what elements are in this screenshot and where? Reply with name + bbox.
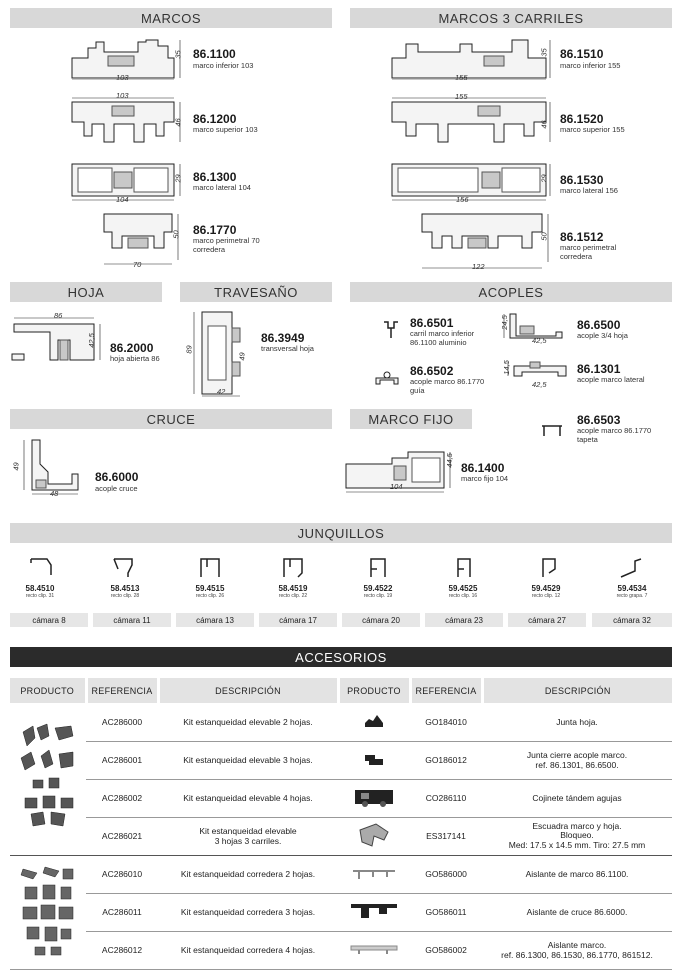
junquillo-code: 58.4519 <box>278 584 308 593</box>
desc-cell: Kit estanqueidad elevable 2 hojas. <box>158 703 338 741</box>
dim-86-6500-width: 42,5 <box>532 336 547 345</box>
profile-code-86-1530: 86.1530 <box>560 173 604 187</box>
profile-86-1530-drawing <box>388 160 554 204</box>
ref-cell: GO586000 <box>410 855 482 893</box>
ref-cell: GO184010 <box>410 703 482 741</box>
col-referencia-2: REFERENCIA <box>410 678 482 703</box>
junquillo-item <box>175 555 245 599</box>
dim-86-1512-height: 50 <box>539 232 549 241</box>
dim-86-2000-width: 86 <box>54 311 63 320</box>
camara-label: cámara 32 <box>592 613 672 627</box>
profile-desc-86-6500: acople 3/4 hoja <box>577 331 628 340</box>
profile-code-86-1512: 86.1512 <box>560 230 604 244</box>
profile-code-86-3949: 86.3949 <box>261 331 305 345</box>
cojinete-icon <box>351 784 397 810</box>
junquillo-code: 59.4529 <box>531 584 561 593</box>
profile-code-86-1200: 86.1200 <box>193 112 237 126</box>
dim-86-1200-width: 103 <box>116 91 129 100</box>
profile-desc-86-6503: acople marco 86.1770 tapeta <box>577 426 652 444</box>
desc-cell: Kit estanqueidad corredera 2 hojas. <box>158 855 338 893</box>
junquillo-desc: recto clip. 12 <box>531 593 561 599</box>
junquillo-code: 59.4522 <box>363 584 393 593</box>
profile-86-1200-drawing <box>68 92 186 148</box>
dim-86-1200-height: 46 <box>173 118 183 127</box>
table-row <box>10 855 672 893</box>
profile-code-86-2000: 86.2000 <box>110 341 154 355</box>
ref-cell: GO186012 <box>410 741 482 779</box>
junquillo-code: 58.4510 <box>25 584 55 593</box>
product-icon-cell <box>338 703 410 741</box>
desc-cell: Kit estanqueidad elevable 3 hojas 3 carriles. <box>158 817 338 855</box>
junquillo-code: 59.4525 <box>448 584 478 593</box>
profile-code-86-6502: 86.6502 <box>410 364 454 378</box>
junquillo-item <box>258 555 328 599</box>
profile-desc-86-1770: marco perimetral 70 corredera <box>193 236 260 254</box>
product-icon-cell <box>338 931 410 969</box>
dim-86-1520-height: 46 <box>539 120 549 129</box>
profile-desc-86-1530: marco lateral 156 <box>560 186 618 195</box>
ref-cell: AC286010 <box>86 855 158 893</box>
ref-cell: AC286002 <box>86 779 158 817</box>
dim-86-1100-height: 35 <box>173 50 183 59</box>
profile-desc-86-1400: marco fijo 104 <box>461 474 509 483</box>
junquillo-profile-icon <box>363 555 393 579</box>
table-row <box>10 817 672 855</box>
profile-desc-86-1200: marco superior 103 <box>193 125 258 134</box>
camara-label: cámara 27 <box>508 613 586 627</box>
junquillo-desc: recto grapa. 7 <box>616 593 648 599</box>
section-marcos: MARCOS <box>10 8 332 28</box>
profile-86-6503-drawing <box>538 422 566 440</box>
junquillo-desc: recto clip. 22 <box>278 593 308 599</box>
kit-corredera-parts-icon <box>15 861 81 961</box>
dim-86-3949-height-inner: 49 <box>237 352 247 361</box>
junquillo-desc: recto clip. 16 <box>448 593 478 599</box>
dim-86-1400-height: 44,5 <box>444 453 454 468</box>
profile-desc-86-1512: marco perimetral corredera <box>560 243 617 261</box>
col-producto: PRODUCTO <box>10 678 86 703</box>
aislante-marco-2-icon <box>347 940 401 958</box>
col-descripcion: DESCRIPCIÓN <box>158 678 338 703</box>
profile-code-86-1770: 86.1770 <box>193 223 237 237</box>
ref-cell: AC286012 <box>86 931 158 969</box>
camara-label: cámara 8 <box>10 613 88 627</box>
camara-label: cámara 13 <box>176 613 254 627</box>
dim-86-1300-height: 29 <box>173 174 183 183</box>
junquillo-profile-icon <box>278 555 308 579</box>
junquillo-item <box>90 555 160 599</box>
profile-desc-86-6000: acople cruce <box>95 484 138 493</box>
profile-code-86-1301: 86.1301 <box>577 362 621 376</box>
junquillo-desc: recto clip. 28 <box>110 593 140 599</box>
desc-cell: Kit estanqueidad elevable 3 hojas. <box>158 741 338 779</box>
ref-cell: AC286000 <box>86 703 158 741</box>
dim-86-6500-height: 24,5 <box>499 315 509 330</box>
desc-cell: Escuadra marco y hoja. Bloqueo. Med: 17.5 x 14.5 mm. Tiro: 27.5 mm <box>482 817 672 855</box>
profile-desc-86-1301: acople marco lateral <box>577 375 645 384</box>
profile-code-86-6501: 86.6501 <box>410 316 454 330</box>
table-row <box>10 893 672 931</box>
profile-desc-86-1520: marco superior 155 <box>560 125 625 134</box>
ref-cell: GO586002 <box>410 931 482 969</box>
ref-cell: AC286001 <box>86 741 158 779</box>
desc-cell: Aislante de marco 86.1100. <box>482 855 672 893</box>
section-acoples: ACOPLES <box>350 282 672 302</box>
escuadra-icon <box>354 820 394 850</box>
profile-86-6501-drawing <box>380 318 402 340</box>
camara-label: cámara 23 <box>425 613 503 627</box>
junquillo-profile-icon <box>617 555 647 579</box>
table-row <box>10 931 672 969</box>
dim-86-1301-width: 42,5 <box>532 380 547 389</box>
ref-cell: GO586011 <box>410 893 482 931</box>
ref-cell: CO286110 <box>410 779 482 817</box>
dim-86-3949-height: 89 <box>184 345 194 354</box>
profile-desc-86-1510: marco inferior 155 <box>560 61 621 70</box>
table-header-row <box>10 678 672 703</box>
profile-code-86-1300: 86.1300 <box>193 170 237 184</box>
desc-cell: Junta cierre acople marco. ref. 86.1301, 86.6500. <box>482 741 672 779</box>
table-row <box>10 779 672 817</box>
desc-cell: Aislante marco. ref. 86.1300, 86.1530, 86.1770, 861512. <box>482 931 672 969</box>
dim-86-1512-width: 122 <box>472 262 485 271</box>
section-cruce: CRUCE <box>10 409 332 429</box>
section-travesano: TRAVESAÑO <box>180 282 332 302</box>
profile-desc-86-3949: transversal hoja <box>261 344 314 353</box>
product-icon-cell <box>338 893 410 931</box>
col-descripcion-2: DESCRIPCIÓN <box>482 678 672 703</box>
ref-cell: ES317141 <box>410 817 482 855</box>
junquillo-profile-icon <box>448 555 478 579</box>
profile-86-6502-drawing <box>372 370 402 390</box>
desc-cell: Junta hoja. <box>482 703 672 741</box>
junquillo-desc: recto clip. 26 <box>195 593 225 599</box>
profile-desc-86-1100: marco inferior 103 <box>193 61 254 70</box>
dim-86-1510-height: 35 <box>539 48 549 57</box>
dim-86-1300-width: 104 <box>116 195 129 204</box>
junquillo-profile-icon <box>195 555 225 579</box>
ref-cell: AC286021 <box>86 817 158 855</box>
junquillo-profile-icon <box>110 555 140 579</box>
profile-86-1510-drawing <box>388 36 554 80</box>
dim-86-1520-width: 155 <box>455 92 468 101</box>
junquillo-profile-icon <box>25 555 55 579</box>
table-row <box>10 703 672 741</box>
dim-86-1770-width: 70 <box>133 260 142 269</box>
junquillo-item <box>5 555 75 599</box>
section-accesorios: ACCESORIOS <box>10 647 672 667</box>
profile-code-86-1520: 86.1520 <box>560 112 604 126</box>
desc-cell: Cojinete tándem agujas <box>482 779 672 817</box>
aislante-marco-icon <box>349 863 399 883</box>
junquillo-item <box>597 555 667 599</box>
kit-elevable-image <box>10 703 86 855</box>
profile-desc-86-6501: carril marco inferior 86.1100 aluminio <box>410 329 475 347</box>
dim-86-6000-height: 49 <box>11 462 21 471</box>
dim-86-1530-height: 29 <box>539 174 549 183</box>
section-junquillos: JUNQUILLOS <box>10 523 672 543</box>
junquillo-item <box>428 555 498 599</box>
camara-label: cámara 17 <box>259 613 337 627</box>
product-icon-cell <box>338 817 410 855</box>
junquillo-code: 59.4515 <box>195 584 225 593</box>
dim-86-2000-height: 42,5 <box>86 333 96 348</box>
junta-hoja-icon <box>361 711 387 731</box>
junquillo-item <box>343 555 413 599</box>
profile-code-86-6503: 86.6503 <box>577 413 621 427</box>
dim-86-1530-width: 156 <box>456 195 469 204</box>
camara-label: cámara 11 <box>93 613 171 627</box>
junta-cierre-icon <box>361 749 387 769</box>
product-icon-cell <box>338 741 410 779</box>
kit-parts-icon <box>15 718 81 838</box>
junquillo-code: 58.4513 <box>110 584 140 593</box>
profile-desc-86-1300: marco lateral 104 <box>193 183 251 192</box>
profile-code-86-6000: 86.6000 <box>95 470 139 484</box>
junquillo-desc: recto clip. 31 <box>25 593 55 599</box>
section-marco-fijo: MARCO FIJO <box>350 409 472 429</box>
dim-86-1100-width: 103 <box>116 73 129 82</box>
dim-86-1301-height: 14,5 <box>501 360 511 375</box>
profile-desc-86-2000: hoja abierta 86 <box>110 354 160 363</box>
desc-cell: Kit estanqueidad corredera 3 hojas. <box>158 893 338 931</box>
junquillo-item <box>511 555 581 599</box>
dim-86-1400-width: 104 <box>390 482 403 491</box>
junquillo-code: 59.4534 <box>617 584 647 593</box>
accesorios-table <box>10 678 672 970</box>
col-producto-2: PRODUCTO <box>338 678 410 703</box>
desc-cell: Kit estanqueidad corredera 4 hojas. <box>158 931 338 969</box>
dim-86-1510-width: 155 <box>455 73 468 82</box>
junquillo-desc: recto clip. 19 <box>363 593 393 599</box>
dim-86-6000-width: 48 <box>50 489 59 498</box>
desc-cell: Kit estanqueidad elevable 4 hojas. <box>158 779 338 817</box>
profile-86-1520-drawing <box>388 92 554 150</box>
desc-cell: Aislante de cruce 86.6000. <box>482 893 672 931</box>
camara-label: cámara 20 <box>342 613 420 627</box>
dim-86-3949-width: 42 <box>217 387 226 396</box>
col-referencia: REFERENCIA <box>86 678 158 703</box>
product-icon-cell <box>338 855 410 893</box>
product-icon-cell <box>338 779 410 817</box>
profile-code-86-1510: 86.1510 <box>560 47 604 61</box>
ref-cell: AC286011 <box>86 893 158 931</box>
junquillo-profile-icon <box>531 555 561 579</box>
table-row <box>10 741 672 779</box>
profile-code-86-1400: 86.1400 <box>461 461 505 475</box>
profile-86-1512-drawing <box>418 212 554 274</box>
dim-86-1770-height: 50 <box>171 230 181 239</box>
profile-code-86-1100: 86.1100 <box>193 47 236 61</box>
profile-code-86-6500: 86.6500 <box>577 318 621 332</box>
aislante-cruce-icon <box>347 900 401 922</box>
section-marcos-3-carriles: MARCOS 3 CARRILES <box>350 8 672 28</box>
profile-desc-86-6502: acople marco 86.1770 guía <box>410 377 485 395</box>
kit-corredera-image <box>10 855 86 969</box>
section-hoja: HOJA <box>10 282 162 302</box>
